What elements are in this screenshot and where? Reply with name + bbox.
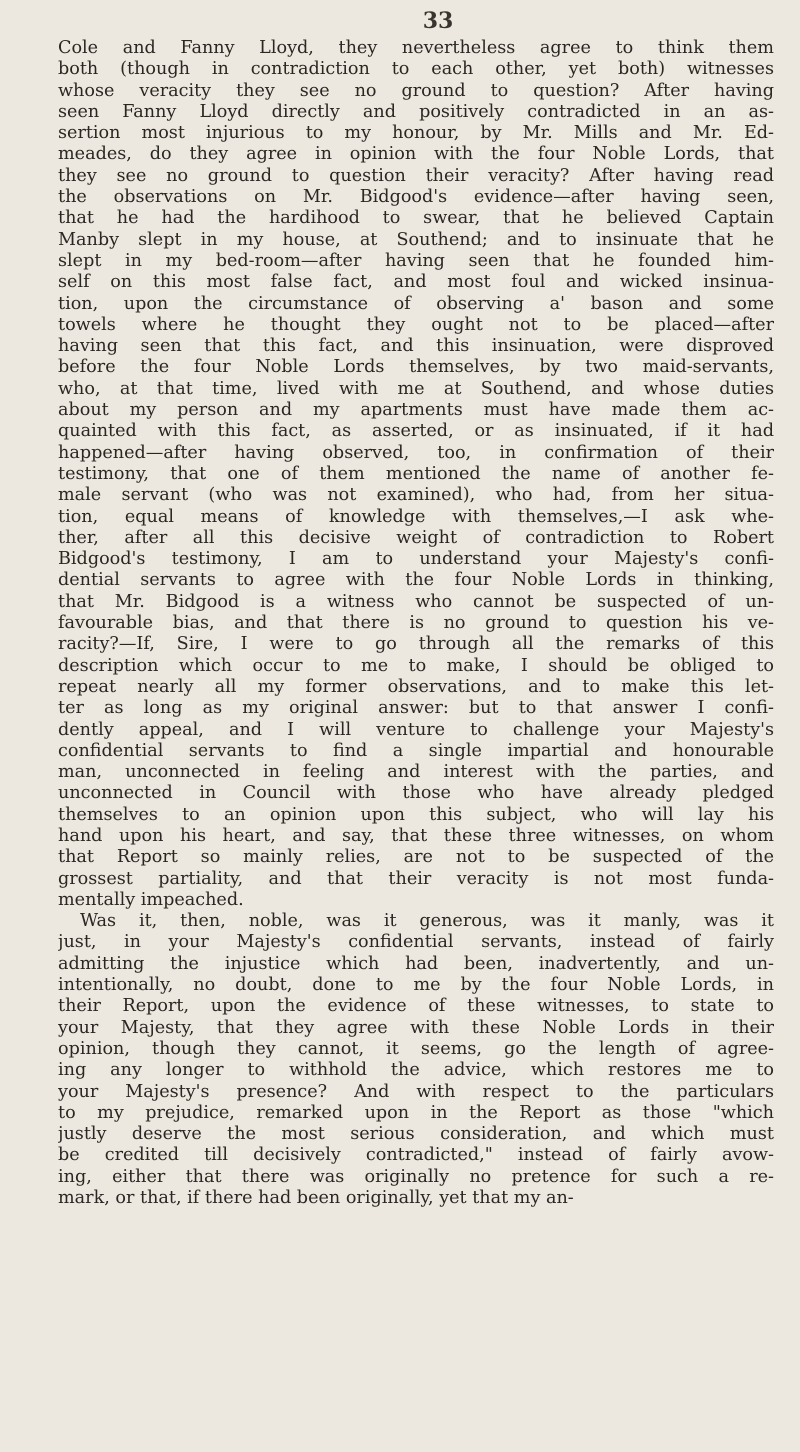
text-line: ing any longer to withhold the advice, which restores me to [58, 1060, 774, 1081]
text-line: that he had the hardihood to swear, that he believed Captain [58, 208, 774, 229]
text-line: description which occur to me to make, I should be obliged to [58, 655, 774, 676]
text-line: the observations on Mr. Bidgood's evidence—after having seen, [58, 187, 774, 208]
page-number: 33 [422, 8, 454, 34]
text-line: their Report, upon the evidence of these witnesses, to state to [58, 996, 774, 1017]
text-line: having seen that this fact, and this insinuation, were disproved [58, 336, 774, 357]
text-line: dential servants to agree with the four Noble Lords in thinking, [58, 570, 774, 591]
text-line: about my person and my apartments must have made them ac- [58, 400, 774, 421]
text-line: justly deserve the most serious consideration, and which must [58, 1124, 774, 1145]
text-line: hand upon his heart, and say, that these three witnesses, on whom [58, 825, 774, 846]
text-line: seen Fanny Lloyd directly and positively contradicted in an as- [58, 101, 774, 122]
text-line: man, unconnected in feeling and interest with the parties, and [58, 762, 774, 783]
text-line: mark, or that, if there had been originally, yet that my an- [58, 1188, 574, 1209]
text-line: quainted with this fact, as asserted, or as insinuated, if it had [58, 421, 774, 442]
text-line: self on this most false fact, and most foul and wicked insinua- [58, 272, 774, 293]
text-line: Cole and Fanny Lloyd, they nevertheless agree to think them [58, 38, 774, 58]
text-line: admitting the injustice which had been, inadvertently, and un- [58, 953, 774, 974]
text-line: ther, after all this decisive weight of contradiction to Robert [58, 527, 774, 548]
text-line: ing, either that there was originally no pretence for such a re- [58, 1166, 774, 1187]
text-line: both (though in contradiction to each other, yet both) witnesses [58, 59, 774, 80]
text-line: meades, do they agree in opinion with the four Noble Lords, that [58, 144, 774, 165]
text-line: be credited till decisively contradicted," instead of fairly avow- [58, 1145, 774, 1166]
text-line: themselves to an opinion upon this subject, who will lay his [58, 804, 774, 825]
text-line: Bidgood's testimony, I am to understand your Majesty's confi- [58, 549, 774, 570]
text-line: tion, equal means of knowledge with themselves,—I ask whe- [58, 506, 774, 527]
text-line: confidential servants to find a single impartial and honourable [58, 740, 774, 761]
text-line: ter as long as my original answer: but to that answer I confi- [58, 698, 774, 719]
text-line: your Majesty, that they agree with these Noble Lords in their [58, 1017, 774, 1038]
text-line: they see no ground to question their veracity? After having read [58, 165, 774, 186]
text-line: towels where he thought they ought not to be placed—after [58, 314, 774, 335]
text-line: testimony, that one of them mentioned the name of another fe- [58, 463, 774, 484]
body-text [58, 38, 774, 1209]
text-line: grossest partiality, and that their veracity is not most funda- [58, 868, 774, 889]
text-line: that Report so mainly relies, are not to be suspected of the [58, 847, 774, 868]
text-line: intentionally, no doubt, done to me by the four Noble Lords, in [58, 975, 774, 996]
text-line: just, in your Majesty's confidential servants, instead of fairly [58, 932, 774, 953]
text-line: happened—after having observed, too, in confirmation of their [58, 442, 774, 463]
text-line: dently appeal, and I will venture to challenge your Majesty's [58, 719, 774, 740]
text-line: slept in my bed-room—after having seen that he founded him- [58, 250, 774, 271]
text-line: unconnected in Council with those who have already pledged [58, 783, 774, 804]
text-line: to my prejudice, remarked upon in the Report as those "which [58, 1102, 774, 1123]
text-line: that Mr. Bidgood is a witness who cannot be suspected of un- [58, 591, 774, 612]
text-line: your Majesty's presence? And with respect to the particulars [58, 1081, 774, 1102]
text-line: mentally impeached. [58, 889, 244, 910]
text-line: Manby slept in my house, at Southend; and to insinuate that he [58, 229, 774, 250]
text-line: opinion, though they cannot, it seems, go the length of agree- [58, 1038, 774, 1059]
text-line: before the four Noble Lords themselves, by two maid-servants, [58, 357, 774, 378]
text-line: tion, upon the circumstance of observing a' bason and some [58, 293, 774, 314]
text-line: racity?—If, Sire, I were to go through all the remarks of this [58, 634, 774, 655]
text-line: Was it, then, noble, was it generous, was it manly, was it [80, 911, 774, 932]
text-line: whose veracity they see no ground to question? After having [58, 80, 774, 101]
text-line: sertion most injurious to my honour, by Mr. Mills and Mr. Ed- [58, 123, 774, 144]
text-line: favourable bias, and that there is no ground to question his ve- [58, 613, 774, 634]
text-line: repeat nearly all my former observations, and to make this let- [58, 676, 774, 697]
text-line: who, at that time, lived with me at Southend, and whose duties [58, 378, 774, 399]
text-line: male servant (who was not examined), who had, from her situa- [58, 485, 774, 506]
